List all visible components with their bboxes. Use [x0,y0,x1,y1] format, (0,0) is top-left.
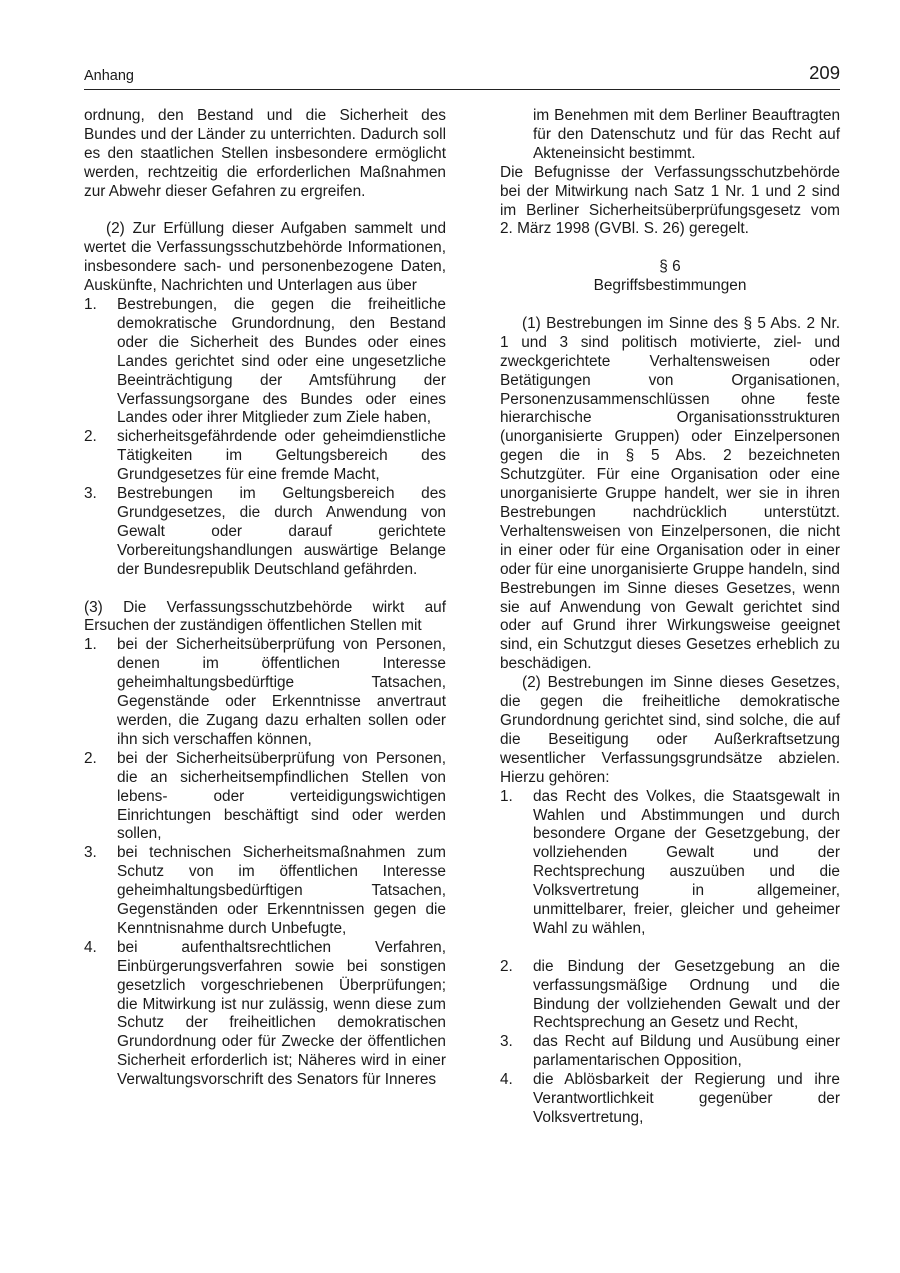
list-item-text: die Bindung der Gesetzgebung an die verfassungsmäßige Ordnung und die Bindung der vollziehenden Gewalt und der Rechtsprechung an Gesetz und Recht, [533,957,840,1032]
list-item-number: 1. [84,636,97,654]
list-item [84,844,446,939]
list-item-number: 1. [84,296,97,314]
header-rule [84,89,840,90]
left-column [84,107,446,1090]
list-item [84,428,446,485]
list-paragraph-3 [84,636,446,1090]
paragraph-1: (1) Bestrebungen im Sinne des § 5 Abs. 2 Nr. 1 und 3 sind politisch motivierte, ziel- und zweckgerichtete Verhaltensweisen oder Betätigungen von Organisationen, Personenzusammenschlüssen ohne feste hierarchische Organisationsstrukturen (unorganisierte Gruppen) oder Einzelpersonen gegen die in § 5 Abs. 2 bezeichneten Schutzgüter. Für eine Organisation oder eine unorganisierte Gruppe handelt, wer sie in ihren Bestrebungen nachdrücklich unterstützt. Verhaltensweisen von Einzelpersonen, die nicht in einer oder für eine Organisation oder in einer oder für eine unorganisierte Gruppe handeln, sind Bestrebungen im Sinne dieses Gesetzes, wenn sie auf Anwendung von Gewalt gerichtet sind oder auf Grund ihrer Wirkungsweise geeignet sind, ein Schutzgut dieses Gesetzes erheblich zu beschädigen. [500,314,840,673]
section-number: § 6 [659,258,681,276]
list-item [500,1033,840,1071]
paragraph-intro-continuation: ordnung, den Bestand und die Sicherheit des Bundes und der Länder zu unterrichten. Dadurch soll es den staatlichen Stellen insbesondere ermöglicht werden, rechtzeitig die erforderlichen Maßnahmen zur Abwehr dieser Gefahren zu ergreifen. [84,107,446,200]
right-column [500,107,840,1128]
list-item-text: sicherheitsgefährdende oder geheimdienstliche Tätigkeiten im Geltungsbereich des Grundgesetzes für eine fremde Macht, [117,428,446,484]
list-item-text: Bestrebungen im Geltungsbereich des Grundgesetzes, die durch Anwendung von Gewalt oder darauf gerichtete Vorbereitungshandlungen auswärtige Belange der Bundesrepublik Deutschland gefährden. [117,485,446,578]
list-item-number: 3. [84,485,97,503]
list-item [84,296,446,428]
list-item-text: die Ablösbarkeit der Regierung und ihre Verantwortlichkeit gegenüber der Volksvertretung, [533,1071,840,1126]
list-item-number: 2. [84,428,97,446]
list-item-number: 2. [500,957,513,975]
list-item [84,750,446,845]
list-item-number: 3. [500,1033,513,1051]
list-item-number: 3. [84,844,97,862]
list-paragraph-2 [84,296,446,580]
running-head: Anhang [84,68,134,84]
list-item-text: das Recht des Volkes, die Staatsgewalt in Wahlen und Abstimmungen und durch besondere Organe der Gesetzgebung, der vollziehenden Gewalt und der Rechtsprechung auszuüben und die Volksvertretung in allgemeiner, unmittelbarer, freier, gleicher und geheimer Wahl zu wählen, [533,787,840,937]
paragraph-2: (2) Zur Erfüllung dieser Aufgaben sammelt und wertet die Verfassungsschutzbehörde Informationen, insbesondere sach- und personenbezogene Daten, Auskünfte, Nachrichten und Unterlagen aus über [84,220,446,295]
paragraph-befugnisse: Die Befugnisse der Verfassungsschutzbehörde bei der Mitwirkung nach Satz 1 Nr. 1 und 2 sind im Berliner Sicherheitsüberprüfungsgesetz vom 2. März 1998 (GVBl. S. 26) geregelt. [500,163,840,238]
list-item [84,485,446,580]
paragraph-3: (3) Die Verfassungsschutzbehörde wirkt auf Ersuchen der zuständigen öffentlichen Stellen mit [84,598,446,635]
list-item-number: 1. [500,787,513,805]
list-item [500,788,840,939]
page-number: 209 [809,62,840,83]
list-item-continuation: im Benehmen mit dem Berliner Beauftragten für den Datenschutz und für das Recht auf Akteneinsicht bestimmt. [533,107,840,162]
list-item [84,636,446,749]
paragraph-2: (2) Bestrebungen im Sinne dieses Gesetzes, die gegen die freiheitliche demokratische Grundordnung gerichtet sind, sind solche, die auf die Beseitigung oder Außerkraftsetzung wesentlicher Verfassungsgrundsätze abzielen. Hierzu gehören: [500,674,840,786]
list-item-number: 2. [84,749,97,767]
list-item-text: bei technischen Sicherheitsmaßnahmen zum Schutz von im öffentlichen Interesse geheimhaltungsbedürftigen Tatsachen, Gegenständen oder Erkenntnissen gegen die Kenntnisnahme durch Unbefugte, [117,844,446,937]
list-grundordnung [500,788,840,1128]
list-item-text: bei aufenthaltsrechtlichen Verfahren, Einbürgerungsverfahren sowie bei sonstigen gesetzlich vorgeschriebenen Überprüfungen; die Mitwirkung ist nur zulässig, wenn diese zum Schutz der freiheitlichen demokratischen Grundordnung oder für Zwecke der öffentlichen Sicherheit erforderlich ist; Näheres wird in einer Verwaltungsvorschrift des Senators für Inneres [117,938,446,1089]
list-item-text: bei der Sicherheitsüberprüfung von Personen, denen im öffentlichen Interesse geheimhaltungsbedürftige Tatsachen, Gegenstände oder Erkenntnisse anvertraut werden, die Zugang dazu erhalten sollen oder ihn sich verschaffen können, [117,636,446,748]
list-item-text: das Recht auf Bildung und Ausübung einer parlamentarischen Opposition, [533,1033,840,1070]
list-item-number: 4. [500,1071,513,1089]
list-item [500,958,840,1034]
list-item-number: 4. [84,938,97,956]
list-item [500,1071,840,1128]
list-item-text: bei der Sicherheitsüberprüfung von Personen, die an sicherheitsempfindlichen Stellen von lebens- oder verteidigungswichtigen Einrichtungen beschäftigt sind oder werden sollen, [117,749,446,843]
list-item-text: Bestrebungen, die gegen die freiheitliche demokratische Grundordnung, den Bestand oder die Sicherheit des Bundes oder eines Landes gerichtet sind oder eine ungesetzliche Beeinträchtigung der Amtsführung der Verfassungsorgane des Bundes oder eines Landes oder ihrer Mitglieder zum Ziele haben, [117,296,446,427]
page-header [84,62,840,88]
list-item [84,939,446,1090]
section-title: Begriffsbestimmungen [593,277,747,295]
